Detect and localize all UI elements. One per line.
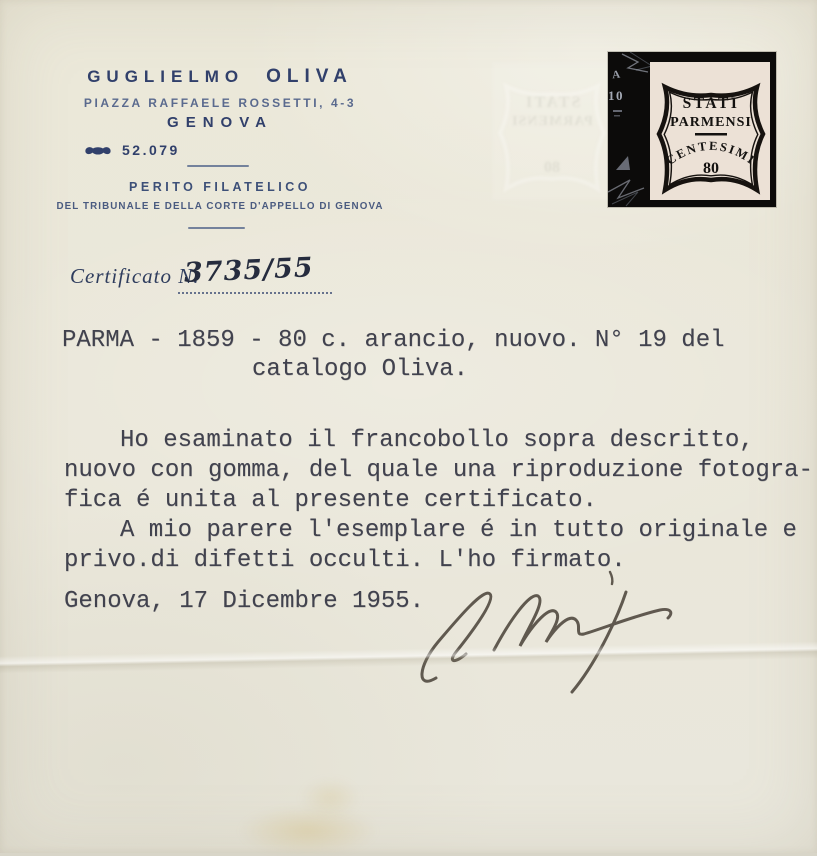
ghost-inscription-stati: STATI [523, 94, 581, 111]
phone-row [84, 142, 180, 158]
stamp-photo [608, 52, 776, 207]
dateline: Genova, 17 Dicembre 1955. [64, 588, 425, 615]
letterhead-last-name: OLIVA [266, 66, 353, 87]
paragraph1-line3: fica é unita al presente certificato. [64, 487, 597, 514]
paragraph2-line1: A mio parere l'esemplare é in tutto originale e [120, 517, 797, 544]
stamp-inscription-parmensi: PARMENSI [670, 115, 752, 130]
letterhead-first-name: GUGLIELMO [87, 67, 245, 86]
stamp-denomination: 80 [703, 160, 719, 177]
stamp-ghost-impression [492, 56, 612, 206]
subject-line-2: catalogo Oliva. [252, 356, 469, 383]
fragment-number: 10 [608, 88, 624, 103]
letterhead-name [20, 66, 420, 88]
certificate-number-label: Certificato N. [70, 264, 200, 288]
paragraph1-line2: nuovo con gomma, del quale una riproduzione fotogra- [64, 457, 813, 484]
stamp-inscription-centesimi: CENTESIMI [663, 138, 759, 168]
ghost-inscription-parmensi: PARMENSI [511, 114, 593, 129]
paragraph2-line2: privo.di difetti occulti. L'ho firmato. [64, 547, 626, 574]
profession-subtitle: DEL TRIBUNALE E DELLA CORTE D'APPELLO DI GENOVA [56, 201, 384, 212]
signature [398, 558, 698, 708]
divider-rule [187, 165, 249, 167]
paper-stain [238, 806, 378, 856]
fragment-mark [614, 115, 620, 117]
phone-number: 52.079 [122, 142, 180, 158]
fragment-mark [613, 110, 622, 112]
profession-title: PERITO FILATELICO [129, 180, 311, 194]
letterhead-city: GENOVA [167, 114, 273, 131]
stamp-divider [695, 133, 727, 136]
certificate-number-value: 3735/55 [183, 252, 315, 289]
letterhead-address: PIAZZA RAFFAELE ROSSETTI, 4-3 [83, 96, 357, 110]
paragraph1-line1: Ho esaminato il francobollo sopra descritto, [120, 427, 754, 454]
telephone-handset-icon [84, 144, 112, 157]
divider-rule [188, 227, 245, 229]
stamp-inscription-stati: STATI [682, 95, 740, 112]
ghost-denomination: 80 [544, 159, 560, 176]
subject-line-1: PARMA - 1859 - 80 c. arancio, nuovo. N° 19 del [62, 327, 725, 354]
paper-stain [300, 778, 360, 818]
fragment-letter: A [611, 68, 621, 82]
